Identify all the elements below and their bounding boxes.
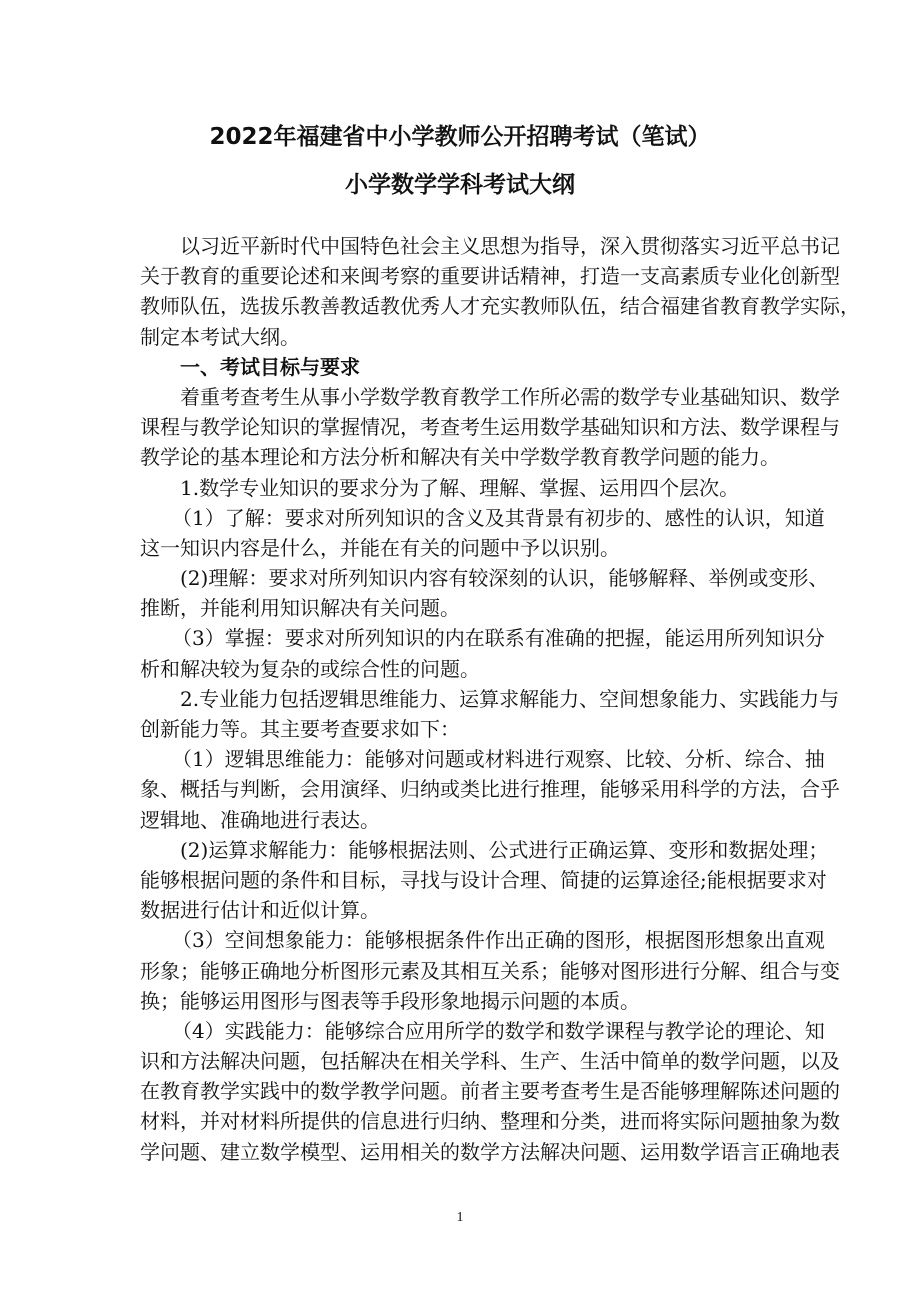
text-line: 着重考查考生从事小学数学教育教学工作所必需的数学专业基础知识、数学 — [180, 384, 840, 409]
document-title: 2022年福建省中小学教师公开招聘考试（笔试） — [209, 124, 711, 150]
page-number: 1 — [456, 1210, 464, 1225]
text-line: 教师队伍，选拔乐教善教适教优秀人才充实教师队伍，结合福建省教育教学实际， — [140, 294, 860, 319]
text-line: 象、概括与判断，会用演绎、归纳或类比进行推理，能够采用科学的方法，合乎 — [140, 777, 840, 802]
text-line: 教学论的基本理论和方法分析和解决有关中学数学教育教学问题的能力。 — [140, 445, 780, 470]
text-line: 换；能够运用图形与图表等手段形象地揭示问题的本质。 — [140, 988, 640, 1013]
section-heading: 一、考试目标与要求 — [180, 354, 360, 379]
text-line: （1）逻辑思维能力：能够对问题或材料进行观察、比较、分析、综合、抽 — [172, 747, 825, 772]
text-line: 课程与教学论知识的掌握情况，考查考生运用数学基础知识和方法、数学课程与 — [140, 415, 840, 440]
text-line: 在教育教学实践中的数学教学问题。前者主要考查考生是否能够理解陈述问题的 — [140, 1079, 840, 1104]
text-line: 形象；能够正确地分析图形元素及其相互关系；能够对图形进行分解、组合与变 — [140, 958, 840, 983]
text-line: （1）了解：要求对所列知识的含义及其背景有初步的、感性的认识，知道 — [172, 505, 825, 530]
text-line: 析和解决较为复杂的或综合性的问题。 — [140, 656, 480, 681]
text-line: 这一知识内容是什么，并能在有关的问题中予以识别。 — [140, 535, 620, 560]
text-line: (2)运算求解能力：能够根据法则、公式进行正确运算、变形和数据处理； — [180, 837, 829, 862]
text-line: (2)理解：要求对所列知识内容有较深刻的认识，能够解释、举例或变形、 — [180, 566, 829, 591]
text-line: 逻辑地、准确地进行表达。 — [140, 807, 380, 832]
text-line: 能够根据问题的条件和目标，寻找与设计合理、简捷的运算途径;能根据要求对 — [140, 867, 827, 892]
text-line: 创新能力等。其主要考查要求如下： — [140, 717, 460, 741]
text-line: 学问题、建立数学模型、运用相关的数学方法解决问题、运用数学语言正确地表 — [140, 1139, 840, 1164]
text-line: 制定本考试大纲。 — [140, 324, 300, 349]
text-line: （3）空间想象能力：能够根据条件作出正确的图形，根据图形想象出直观 — [172, 928, 825, 953]
text-line: （3）掌握：要求对所列知识的内在联系有准确的把握，能运用所列知识分 — [172, 626, 825, 651]
document-body — [140, 231, 860, 1167]
text-line: （4）实践能力：能够综合应用所学的数学和数学课程与教学论的理论、知 — [172, 1018, 825, 1043]
text-line: 推断，并能利用知识解决有关问题。 — [140, 596, 460, 621]
text-line: 1.数学专业知识的要求分为了解、理解、掌握、运用四个层次。 — [180, 475, 740, 500]
text-line: 2.专业能力包括逻辑思维能力、运算求解能力、空间想象能力、实践能力与 — [180, 686, 840, 711]
text-line: 材料，并对材料所提供的信息进行归纳、整理和分类，进而将实际问题抽象为数 — [140, 1109, 840, 1134]
text-line: 数据进行估计和近似计算。 — [140, 898, 380, 923]
text-line: 识和方法解决问题，包括解决在相关学科、生产、生活中简单的数学问题，以及 — [140, 1049, 840, 1074]
document-subtitle: 小学数学学科考试大纲 — [345, 172, 575, 198]
text-line: 关于教育的重要论述和来闽考察的重要讲话精神，打造一支高素质专业化创新型 — [140, 264, 840, 289]
text-line: 以习近平新时代中国特色社会主义思想为指导，深入贯彻落实习近平总书记 — [180, 234, 840, 258]
